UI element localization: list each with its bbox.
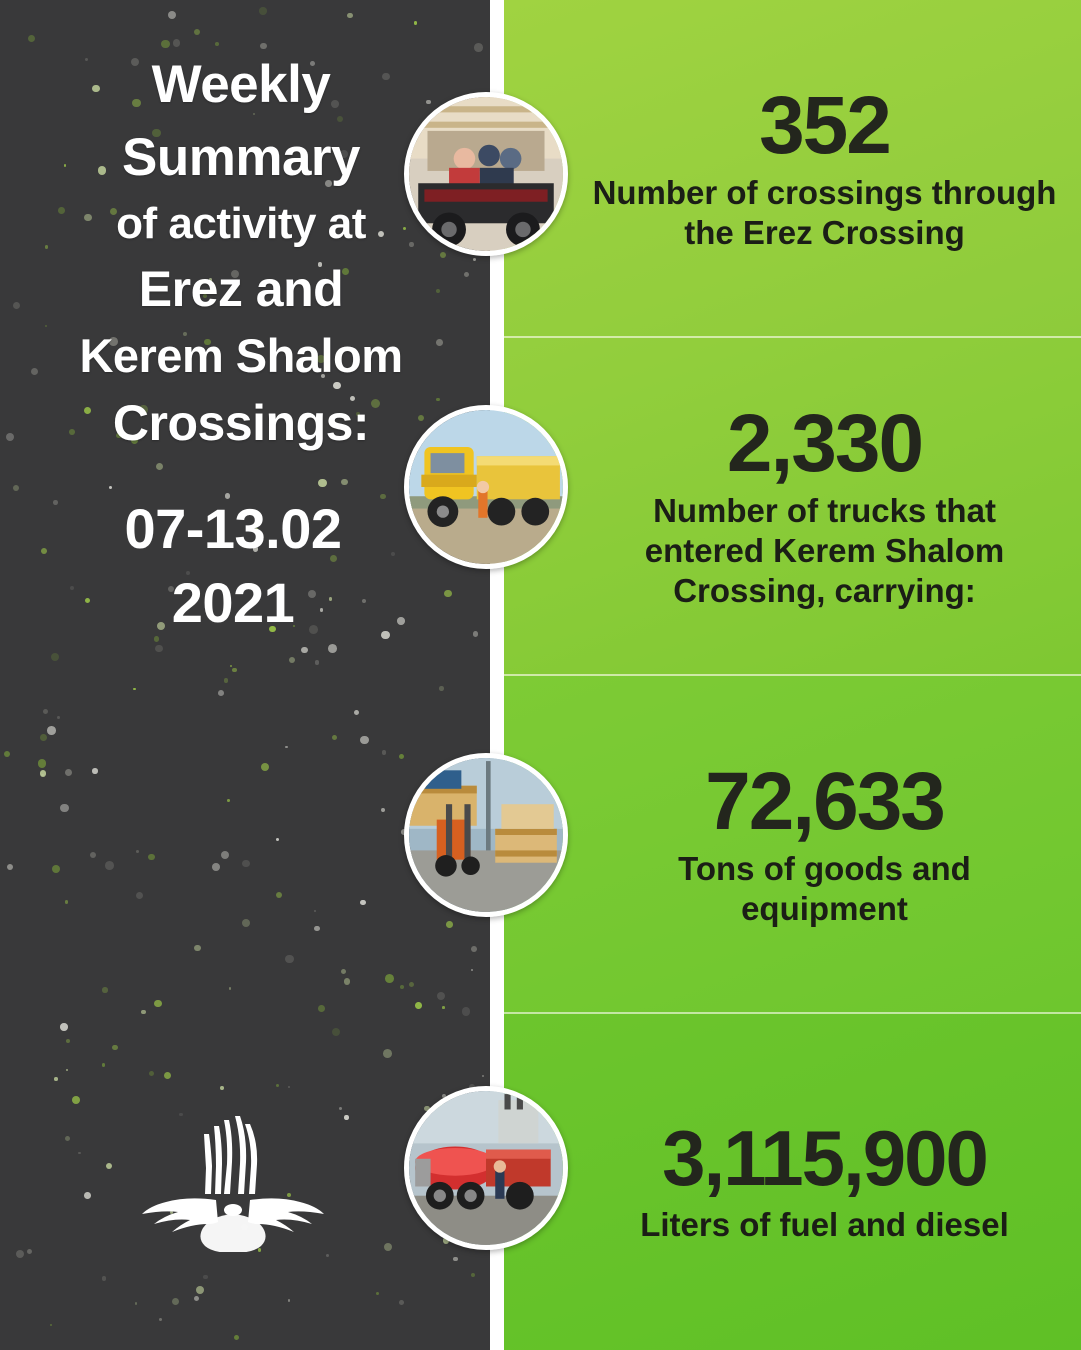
yellow-dump-truck-photo [404, 405, 568, 569]
title-line-1: Weekly [151, 55, 331, 114]
stat-value: 3,115,900 [662, 1114, 987, 1203]
stat-label: Tons of goods and equipment [678, 850, 971, 927]
stat-row [496, 0, 1081, 338]
photo-illustration [409, 410, 563, 564]
title-line-2: Summary [121, 128, 361, 188]
stat-value: 72,633 [705, 755, 944, 847]
date-line-1: 07-13.02 [124, 496, 342, 560]
photo-illustration [409, 97, 563, 251]
stat-label: Number of trucks that entered Kerem Shalom Crossing, carrying: [644, 492, 1005, 609]
photo-illustration [409, 1091, 563, 1245]
photo-illustration [409, 758, 563, 912]
fuel-tanker-truck-photo [404, 1086, 568, 1250]
title-line-5: Kerem Shalom [79, 328, 403, 382]
stat-label: Liters of fuel and diesel [640, 1205, 1009, 1243]
right-panel [496, 0, 1081, 1350]
people-boarding-truck-photo [404, 92, 568, 256]
title-block [0, 0, 496, 458]
forklift-pallets-photo [404, 753, 568, 917]
date-line-2: 2021 [171, 570, 295, 634]
stat-label: Number of crossings through the Erez Crossing [592, 174, 1057, 251]
stat-row [496, 676, 1081, 1014]
title-line-3: of activity at [116, 199, 366, 249]
stat-value: 2,330 [726, 397, 923, 489]
cogat-emblem-icon [138, 1102, 328, 1252]
logo-wrap [0, 1102, 466, 1252]
stat-row [496, 1014, 1081, 1350]
stat-row [496, 338, 1081, 676]
title-line-6: Crossings: [112, 394, 370, 451]
stat-value: 352 [759, 79, 890, 171]
title-line-4: Erez and [138, 260, 344, 317]
